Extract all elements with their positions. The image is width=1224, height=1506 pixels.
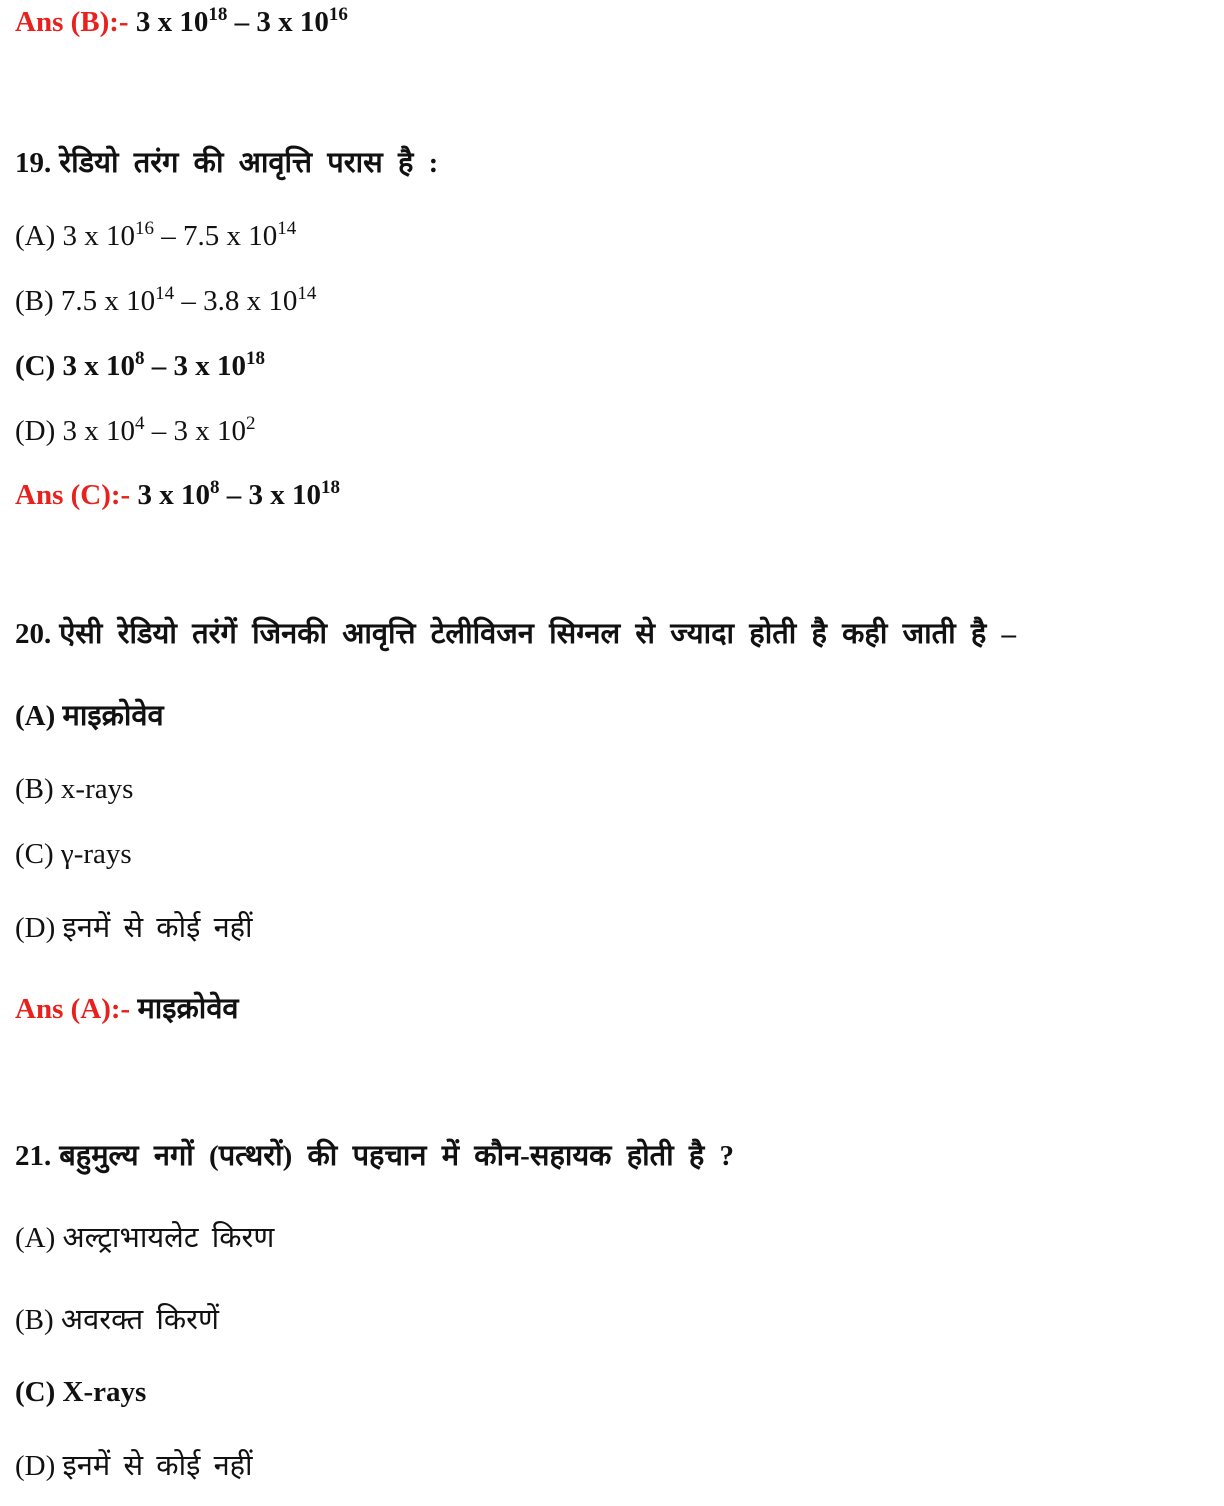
option-text: 7.5 x $10^{14} - 3.8$ x $10^{14}$ [60,283,317,317]
option-prefix: (C) [15,838,54,870]
question-text: ऐसी रेडियो तरंगें जिनकी आवृत्ति टेलीविजन सिग्नल से ज्यादा होती है कही जाती है – [59,618,1017,650]
q19-option-a [15,218,296,254]
option-prefix: (A) [15,1222,56,1254]
option-text: माइक्रोवेव [62,700,164,732]
answer-line-prev [15,4,348,40]
option-text: इनमें से कोई नहीं [62,912,253,944]
q20-option-d [15,910,253,946]
answer-value: 3 x $10^{18} - 3$ x $10^{16}$ [135,4,348,38]
option-text: 3 x $10^4 - 3$ x $10^2$ [62,413,256,447]
option-prefix: (C) [15,350,56,382]
q19-option-d [15,413,256,449]
option-text: 3 x $10^8 - 3$ x $10^{18}$ [62,348,266,382]
q21-option-c [15,1374,146,1410]
option-prefix: (D) [15,415,56,447]
q20-answer [15,991,239,1027]
q19-option-b [15,283,316,319]
option-text: x-rays [60,773,134,805]
answer-value: 3 x $10^8 - 3$ x $10^{18}$ [137,477,340,511]
answer-label: Ans (A):- [15,993,131,1025]
option-text: अवरक्त किरणें [60,1304,219,1336]
option-prefix: (A) [15,220,56,252]
question-19 [15,145,438,181]
option-text: अल्ट्राभायलेट किरण [62,1222,275,1254]
option-text: X-rays [62,1376,147,1408]
q19-option-c [15,348,265,384]
option-prefix: (B) [15,285,54,317]
option-prefix: (D) [15,912,56,944]
option-text: इनमें से कोई नहीं [62,1450,253,1482]
option-text: 3 x $10^{16} - 7.5$ x $10^{14}$ [62,218,297,252]
question-text: रेडियो तरंग की आवृत्ति परास है : [59,147,439,179]
option-prefix: (B) [15,773,54,805]
q21-option-b [15,1302,219,1338]
answer-label: Ans (B):- [15,6,129,38]
question-number: 20. [15,618,52,650]
option-text: γ-rays [60,838,132,870]
q20-option-b [15,771,133,807]
q20-option-a [15,698,164,734]
q19-answer [15,477,340,513]
question-number: 21. [15,1140,52,1172]
question-text: बहुमुल्य नगों (पत्थरों) की पहचान में कौन-सहायक होती है ? [59,1140,735,1172]
question-number: 19. [15,147,52,179]
answer-value: माइक्रोवेव [137,993,239,1025]
q21-option-d [15,1448,253,1484]
question-21 [15,1138,734,1174]
option-prefix: (B) [15,1304,54,1336]
q20-option-c [15,836,132,872]
option-prefix: (A) [15,700,56,732]
answer-label: Ans (C):- [15,479,131,511]
option-prefix: (C) [15,1376,56,1408]
question-20 [15,616,1016,652]
option-prefix: (D) [15,1450,56,1482]
q21-option-a [15,1220,274,1256]
